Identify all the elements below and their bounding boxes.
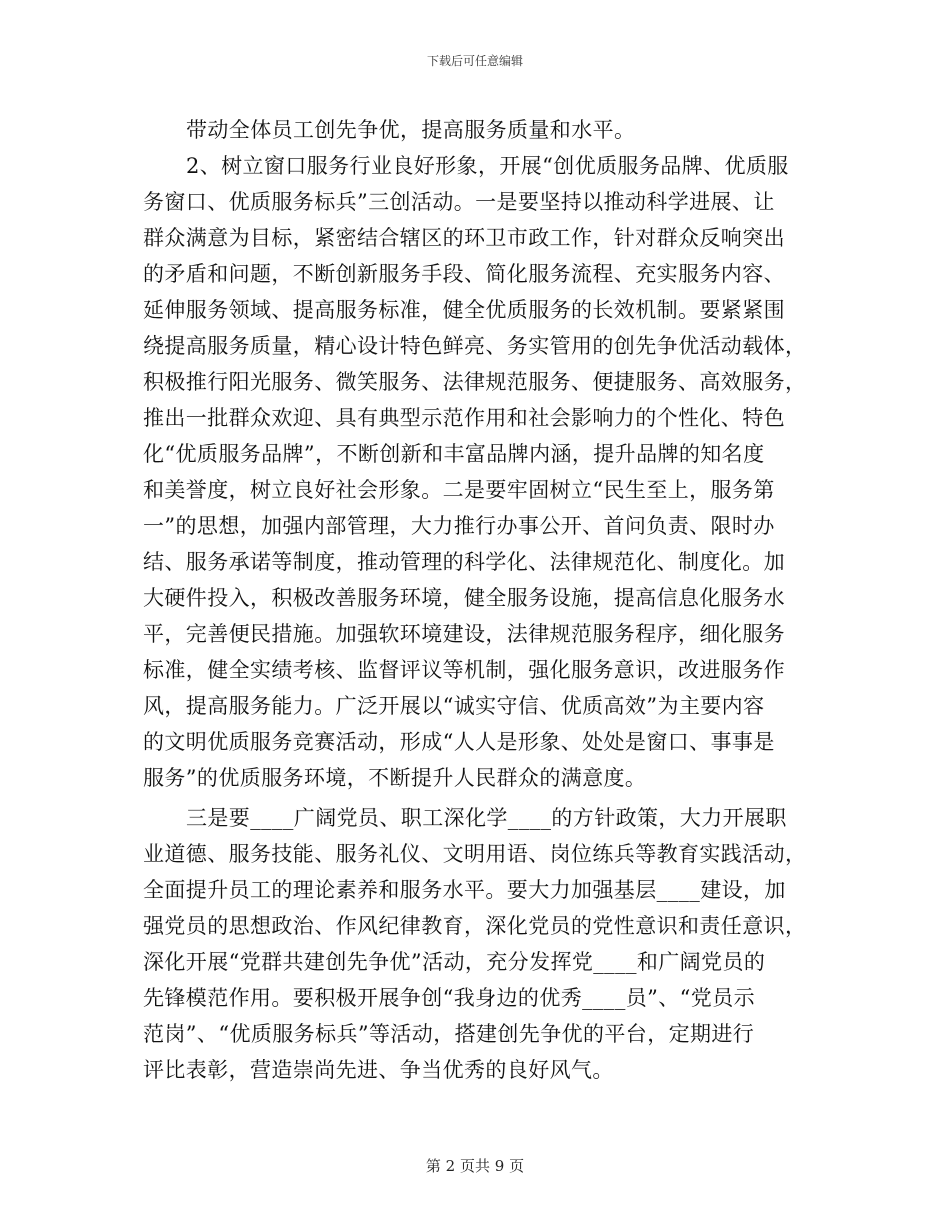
text-line: 先锋模范作用。要积极开展争创“我身边的优秀____员”、“党员示 [143,986,756,1010]
text-line: 2、树立窗口服务行业良好形象，开展“创优质服务品牌、优质服 [186,154,789,178]
text-line: 的文明优质服务竞赛活动，形成“人人是形象、处处是窗口、事事是 [143,730,775,754]
text-line: 化“优质服务品牌”，不断创新和丰富品牌内涵，提升品牌的知名度 [143,442,765,466]
text-line: 范岗”、“优质服务标兵”等活动，搭建创先争优的平台，定期进行 [143,1022,755,1046]
text-line: 强党员的思想政治、作风纪律教育，深化党员的党性意识和责任意识， [143,914,807,938]
text-line: 一”的思想，加强内部管理，大力推行办事公开、首问负责、限时办 [143,514,775,538]
text-line: 延伸服务领域、提高服务标准，健全优质服务的长效机制。要紧紧围 [143,298,785,322]
text-line: 积极推行阳光服务、微笑服务、法律规范服务、便捷服务、高效服务， [143,370,807,394]
page-number: 第 2 页共 9 页 [425,1157,525,1175]
text-line: 服务”的优质服务环境，不断提升人民群众的满意度。 [143,766,647,790]
text-line: 三是要____广阔党员、职工深化学____的方针政策，大力开展职 [186,806,787,830]
text-line: 绕提高服务质量，精心设计特色鲜亮、务实管用的创先争优活动载体， [143,334,807,358]
text-line: 结、服务承诺等制度，推动管理的科学化、法律规范化、制度化。加 [143,550,785,574]
text-line: 平，完善便民措施。加强软环境建设，法律规范服务程序，细化服务 [143,622,785,646]
text-line: 深化开展“党群共建创先争优”活动，充分发挥党____和广阔党员的 [143,950,766,974]
text-line: 风，提高服务能力。广泛开展以“诚实守信、优质高效”为主要内容 [143,694,765,718]
text-line: 大硬件投入，积极改善服务环境，健全服务设施，提高信息化服务水 [143,586,785,610]
text-line: 业道德、服务技能、服务礼仪、文明用语、岗位练兵等教育实践活动， [143,842,807,866]
text-line: 全面提升员工的理论素养和服务水平。要大力加强基层____建设，加 [143,878,786,902]
text-line: 推出一批群众欢迎、具有典型示范作用和社会影响力的个性化、特色 [143,406,785,430]
page-header: 下载后可任意编辑 [426,54,523,68]
text-line: 标准，健全实绩考核、监督评议等机制，强化服务意识，改进服务作 [143,658,785,682]
text-line: 的矛盾和问题，不断创新服务手段、简化服务流程、充实服务内容、 [143,262,785,286]
text-line: 群众满意为目标，紧密结合辖区的环卫市政工作，针对群众反响突出 [143,226,785,250]
text-line: 务窗口、优质服务标兵”三创活动。一是要坚持以推动科学进展、让 [143,190,775,214]
text-line: 评比表彰，营造崇尚先进、争当优秀的良好风气。 [143,1058,614,1082]
text-line: 带动全体员工创先争优，提高服务质量和水平。 [186,118,636,142]
text-line: 和美誉度，树立良好社会形象。二是要牢固树立“民生至上，服务第 [143,478,775,502]
